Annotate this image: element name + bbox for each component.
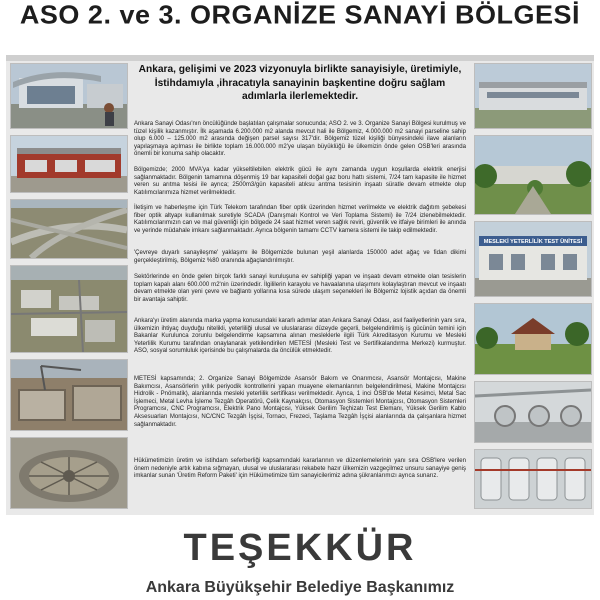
paragraph-gratitude: Hükümetimizin üretim ve istihdam seferberliği kapsamındaki kararlarının ve düzenlemelerinin yanı sıra OSB'lere verilen önem nedeniyle artık kabına sığmayan, ulusal ve uluslararası rekabete hazır ülkemizin vazgeçilmez unsuru sanayiye geniş imkanlar sunan 'Üretim Reform Paketi' için Hükümetimize tüm sanayicilerimiz adına şükranlarımızı ayrıca sunarız. (134, 458, 466, 480)
paragraph-metesi: Ankara'yı üretim alanında marka yapma konusundaki kararlı adımlar atan Ankara Sanayi Odası, asıl faaliyetlerinin yanı sıra, ülkemizin ihtiyaç duyduğu nitelikli, yeterliliği ulusal ve uluslararası düzeyde geçerli, belgelendirilmiş iş gücünün temini için Bakanlar Kurulunca zorunlu belgelendirme kapsamına alınan mesleklerle ilgili Türk Akreditasyon Kurumu ve Mesleki Yeterlilik Kurumu tarafından onaylanarak yetkilendirilen METESİ (Mesleki Test ve Sertifikalandırma Merkezi) kurmuştur. ASO, sosyal sorumluluk içerisinde bu çalışmalarda da öncülük etmektedir. (134, 318, 466, 355)
thanks-heading: TEŞEKKÜR (183, 527, 417, 569)
photo-office-building-entrance (10, 63, 128, 129)
photo-factory-exterior (474, 63, 592, 129)
photo-treatment-tank (10, 437, 128, 509)
photo-industrial-facility (10, 135, 128, 193)
photo-road-interchange (10, 199, 128, 259)
photo-factory-hall (474, 381, 592, 443)
paragraph-environment: 'Çevreye duyarlı sanayileşme' yaklaşımı ile Bölgemizde bulunan yeşil alanlarda 150000 adet ağaç ve fidan dikimi gerçekleştirilmiş, Bölgemiz %80 oranında ağaçlandırılmıştır. (134, 250, 466, 264)
paragraph-establishment: Ankara Sanayi Odası'nın öncülüğünde başlatılan çalışmalar sonucunda; ASO 2. ve 3. Organize Sanayi Bölgesi kurulmuş ve tüzel kişilik kazanmıştır. İlk aşamada 6.200.000 m2 alanda mevcut hali ile Bölgemiz, 4.000.000 m2 sanayi parseline sahip olup 6.000 – 125.000 m2 arasında değişen parsel sayısı 317'dir. Bölgemiz tüzel kişiliği bünyesindeki ilave alanların yapılaşmaya açılması ile birlikte toplam 16.000.000 m2'ye ulaşan büyüklüğü ile ülkemizin önde gelen OSB'leri arasında önemli bir konuma sahip olacaktır. (134, 121, 466, 158)
photo-landscaped-park (474, 135, 592, 215)
page-title: ASO 2. ve 3. ORGANİZE SANAYİ BÖLGESİ (19, 0, 581, 30)
article-body (132, 63, 468, 511)
paragraph-certification: METESİ kapsamında; 2. Organize Sanayi Bölgemizde Asansör Bakım ve Onarımcısı, Asansör Montajcısı, Makine Bakımcısı, Asansörlerin yıllık periyodik kontrollerini yapan muayene elemanlarının belgelendirilmesi, Makine Montajcısı Hidrolik - Pnömatik), alanlarında mesleki yeterlilik sertifikası verilmektedir. Ayrıca, 1 inci OSB'de Metal Kesimci, Metal Sac İşlemeci, Metal Levha İşleme Tezgâh Operatörü, Çelik Kaynakçısı, Otomasyon Sistemleri Montajcısı, Otomasyon Sistemleri Programcısı, CNC Programcısı, Elektrik Pano Montajcısı, Yüksek Gerilim Teçhizatı Test Elemanı, Yüksek Gerilim Kablo Aksesuarları Montajcısı, NC/CNC Tezgâh İşçisi, Tornacı, Frezeci, Taşlama Tezgâh İşçisi alanlarında da çalışanlara hizmet sağlanmaktadır. (134, 376, 466, 428)
photo-test-center-building (474, 221, 592, 297)
article-headline: Ankara, gelişimi ve 2023 vizyonuyla birlikte sanayisiyle, üretimiyle, İstihdamıyla ,ihracatıyla sanayinin başkentine doğru sağlam adımlarla ilerlemektedir. (138, 64, 462, 102)
paragraph-logistics: Sektörlerinde en önde gelen birçok farklı sanayi kuruluşuna ev sahipliği yapan ve inşaatı devam etmekte olan tesislerin toplam kapalı alanı 600.000 m2'nin üzerindedir. İlgililerin karayolu ve havaalanına ulaşımını kolaylaştıran mevcut ve inşaatı devam etmekte olan yeni çevre ve bağlantı yollarına kısa sürede ulaşım seçenekleri ile Bölgemiz lojistik açıdan da önemli bir avantaja sahiptir. (134, 274, 466, 303)
sponsor-line: Ankara Büyükşehir Belediye Başkanımız (145, 579, 455, 596)
photo-industrial-tanks (474, 449, 592, 509)
test-center-sign: MESLEKİ YETERLİLİK TEST ÜNİTESİ (483, 239, 583, 245)
paragraph-communication: İletişim ve haberleşme için Türk Telekom tarafından fiber optik üzerinden hizmet verilmekte ve elektrik dağıtım şebekesi fiber optik altyapı kullanılmak suretiyle SCADA (Danışmalı Kontrol ve Veri Toplama Sistemi) ile 7/24 izlenebilmektedir. Katılımcılarımızın can ve mal güvenliği için bölgede 24 saat hizmet veren sağlık reviri, güvenlik ve itfaiye birimleri ile anında ve yerinde müdahale imkanı sağlanmaktadır. Ayrıca bölgenin tamamı CCTV kamera sistemi ile takip edilmektedir. (134, 205, 466, 234)
paragraph-energy: Bölgemizde; 2000 MVA'ya kadar yükseltilebilen elektrik gücü ile aynı zamanda uygun koşullarda elektrik enerjisi sağlanmaktadır. Bölgenin tamamına döşenmiş 19 bar kapasiteli doğal gaz boru hattı sistemi, 7/24 tam kapasite ile hizmet veren su arıtma tesisi ile ayrıca; 2500m3/gün kapasiteli atıksu arıtma tesisinin inşaatı süratle devam etmekte olup Katılımcılarımıza hizmet verilmektedir. (134, 167, 466, 196)
photo-park-gazebo (474, 303, 592, 375)
photo-wastewater-construction (10, 359, 128, 431)
content-sheet (6, 55, 594, 515)
photo-aerial-industrial-zone (10, 265, 128, 353)
